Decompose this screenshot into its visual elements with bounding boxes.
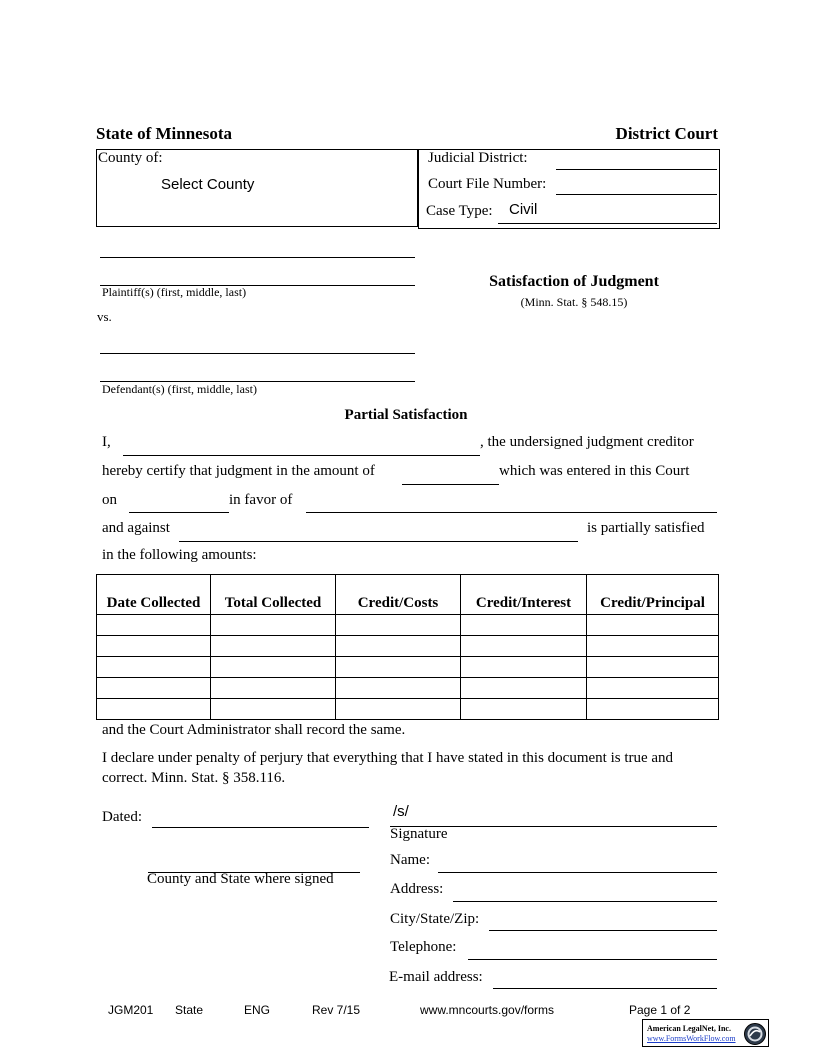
dated-field[interactable]	[152, 827, 369, 828]
header-credit-interest: Credit/Interest	[461, 575, 587, 615]
judicial-district-label: Judicial District:	[428, 150, 528, 166]
name-label: Name:	[390, 852, 430, 868]
versus-text: vs.	[97, 309, 112, 324]
plaintiff-label: Plaintiff(s) (first, middle, last)	[102, 285, 247, 299]
address-field[interactable]	[453, 901, 717, 902]
header-credit-costs: Credit/Costs	[336, 575, 461, 615]
creditor-name-field[interactable]	[123, 455, 480, 456]
footer-lang: ENG	[244, 1003, 271, 1017]
table-cell[interactable]	[461, 678, 587, 699]
table-cell[interactable]	[587, 657, 719, 678]
case-type-value[interactable]: Civil	[509, 201, 538, 218]
body-certify-text: hereby certify that judgment in the amount of	[102, 463, 375, 479]
defendant-field-1[interactable]	[100, 353, 415, 354]
globe-icon	[743, 1022, 767, 1046]
state-heading: State of Minnesota	[96, 124, 232, 143]
table-row	[97, 678, 719, 699]
footer-url[interactable]: www.mncourts.gov/forms	[420, 1003, 555, 1017]
header-credit-principal: Credit/Principal	[587, 575, 719, 615]
table-cell[interactable]	[336, 657, 461, 678]
table-cell[interactable]	[587, 678, 719, 699]
plaintiff-field-1[interactable]	[100, 257, 415, 258]
table-row	[97, 615, 719, 636]
case-type-label: Case Type:	[426, 203, 493, 219]
table-cell[interactable]	[211, 615, 336, 636]
court-heading: District Court	[615, 124, 718, 143]
footer-rev: Rev 7/15	[312, 1003, 361, 1017]
table-cell[interactable]	[211, 636, 336, 657]
table-cell[interactable]	[336, 699, 461, 720]
body-i: I,	[102, 434, 111, 450]
city-label: City/State/Zip:	[390, 911, 480, 927]
address-label: Address:	[390, 881, 444, 897]
table-cell[interactable]	[97, 657, 211, 678]
amounts-table	[96, 574, 719, 720]
table-cell[interactable]	[97, 678, 211, 699]
body-partially-text: is partially satisfied	[587, 520, 705, 536]
table-cell[interactable]	[211, 678, 336, 699]
name-field[interactable]	[438, 872, 717, 873]
table-cell[interactable]	[587, 636, 719, 657]
dated-label: Dated:	[102, 809, 142, 825]
table-cell[interactable]	[211, 699, 336, 720]
judgment-amount-field[interactable]	[402, 484, 499, 485]
header-date-collected: Date Collected	[97, 575, 211, 615]
table-header-row	[97, 575, 719, 615]
section-title: Partial Satisfaction	[344, 407, 468, 423]
form-title: Satisfaction of Judgment	[489, 273, 659, 290]
signature-label: Signature	[390, 826, 448, 842]
table-cell[interactable]	[211, 657, 336, 678]
court-file-number-label: Court File Number:	[428, 176, 547, 192]
case-type-field[interactable]	[498, 223, 717, 224]
table-cell[interactable]	[587, 699, 719, 720]
county-select[interactable]: Select County	[161, 176, 255, 193]
court-file-number-field[interactable]	[556, 194, 717, 195]
body-against-text: and against	[102, 520, 170, 536]
county-state-label: County and State where signed	[147, 871, 334, 887]
signature-value[interactable]: /s/	[393, 803, 409, 820]
defendant-label: Defendant(s) (first, middle, last)	[102, 382, 257, 396]
entry-date-field[interactable]	[129, 512, 229, 513]
footer-state: State	[175, 1003, 204, 1017]
form-statute: (Minn. Stat. § 548.15)	[520, 295, 628, 309]
email-label: E-mail address:	[389, 969, 483, 985]
city-field[interactable]	[489, 930, 717, 931]
judicial-district-field[interactable]	[556, 169, 717, 170]
table-row	[97, 636, 719, 657]
declare-line-1: I declare under penalty of perjury that everything that I have stated in this document is true and	[102, 750, 674, 766]
against-field[interactable]	[179, 541, 578, 542]
body-favor-text: in favor of	[229, 492, 293, 508]
table-row	[97, 699, 719, 720]
telephone-field[interactable]	[468, 959, 717, 960]
logo-url[interactable]: www.FormsWorkFlow.com	[647, 1034, 736, 1043]
body-creditor-text: , the undersigned judgment creditor	[480, 434, 694, 450]
table-cell[interactable]	[336, 636, 461, 657]
table-cell[interactable]	[461, 636, 587, 657]
table-cell[interactable]	[97, 699, 211, 720]
footer-form-code: JGM201	[108, 1003, 154, 1017]
body-following-text: in the following amounts:	[102, 547, 257, 563]
table-row	[97, 657, 719, 678]
footer-page: Page 1 of 2	[629, 1003, 691, 1017]
email-field[interactable]	[493, 988, 717, 989]
telephone-label: Telephone:	[390, 939, 457, 955]
record-text: and the Court Administrator shall record the same.	[102, 722, 406, 738]
logo-name: American LegalNet, Inc.	[647, 1024, 731, 1033]
favor-of-field[interactable]	[306, 512, 717, 513]
county-label: County of:	[98, 150, 163, 166]
table-cell[interactable]	[461, 657, 587, 678]
table-cell[interactable]	[97, 615, 211, 636]
declare-line-2: correct. Minn. Stat. § 358.116.	[102, 770, 286, 786]
table-cell[interactable]	[336, 615, 461, 636]
legalnet-logo[interactable]	[642, 1019, 769, 1047]
table-cell[interactable]	[461, 615, 587, 636]
table-cell[interactable]	[461, 699, 587, 720]
header-total-collected: Total Collected	[211, 575, 336, 615]
table-cell[interactable]	[336, 678, 461, 699]
body-entered-text: which was entered in this Court	[499, 463, 690, 479]
table-cell[interactable]	[587, 615, 719, 636]
table-cell[interactable]	[97, 636, 211, 657]
body-on-text: on	[102, 492, 117, 508]
